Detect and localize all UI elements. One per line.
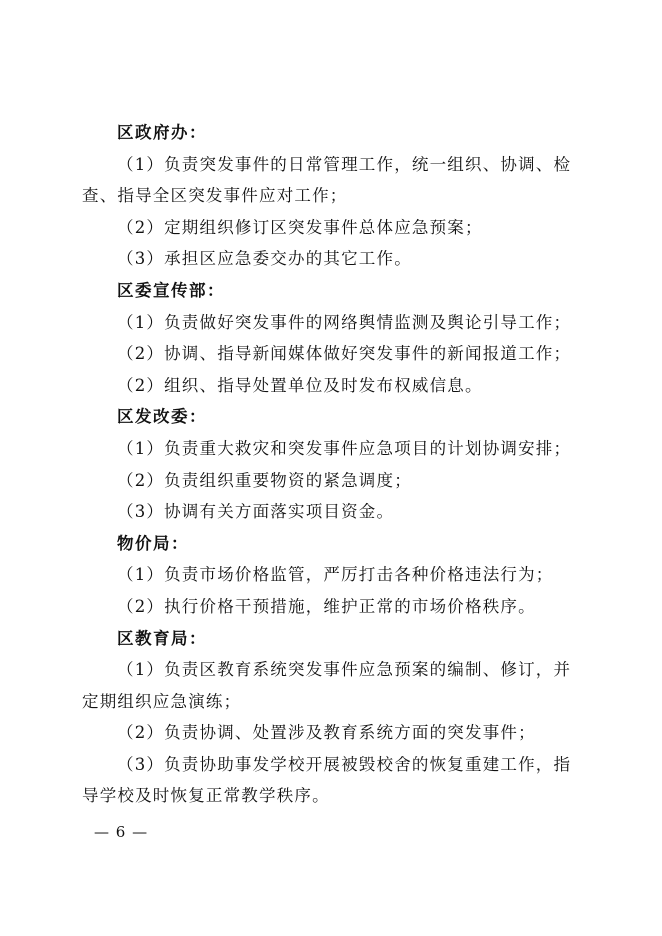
paragraph-line: （1）负责区教育系统突发事件应急预案的编制、修订，并: [117, 660, 572, 680]
paragraph-line: （1）负责市场价格监管，严厉打击各种价格违法行为；: [117, 565, 554, 585]
paragraph-line: （3）负责协助事发学校开展被毁校舍的恢复重建工作，指: [117, 754, 572, 774]
paragraph-line: 导学校及时恢复正常教学秩序。: [82, 786, 330, 806]
section-heading: 区政府办：: [117, 123, 207, 142]
paragraph-line: 定期组织应急演练；: [82, 691, 242, 711]
section-heading: 物价局：: [117, 533, 189, 553]
paragraph-line: （3）承担区应急委交办的其它工作。: [117, 249, 412, 269]
section-heading: 区教育局：: [117, 628, 207, 648]
paragraph-line: （2）负责组织重要物资的紧急调度；: [117, 470, 412, 490]
paragraph-line: （2）执行价格干预措施，维护正常的市场价格秩序。: [117, 596, 536, 616]
paragraph-line: （1）负责突发事件的日常管理工作，统一组织、协调、检: [117, 154, 572, 174]
page-number: — 6 —: [94, 823, 149, 841]
paragraph-line: （2）负责协调、处置涉及教育系统方面的突发事件；: [117, 723, 536, 743]
section-heading: 区发改委：: [117, 407, 207, 427]
paragraph-line: （2）协调、指导新闻媒体做好突发事件的新闻报道工作；: [117, 344, 572, 364]
paragraph-line: 查、指导全区突发事件应对工作；: [82, 186, 348, 206]
paragraph-line: （3）协调有关方面落实项目资金。: [117, 502, 395, 522]
paragraph-line: （1）负责重大救灾和突发事件应急项目的计划协调安排；: [117, 438, 572, 458]
paragraph-line: （1）负责做好突发事件的网络舆情监测及舆论引导工作；: [117, 312, 572, 332]
section-heading: 区委宣传部：: [117, 280, 225, 300]
document-body: [82, 117, 584, 812]
paragraph-line: （2）组织、指导处置单位及时发布权威信息。: [117, 375, 483, 395]
paragraph-line: （2）定期组织修订区突发事件总体应急预案；: [117, 217, 483, 237]
